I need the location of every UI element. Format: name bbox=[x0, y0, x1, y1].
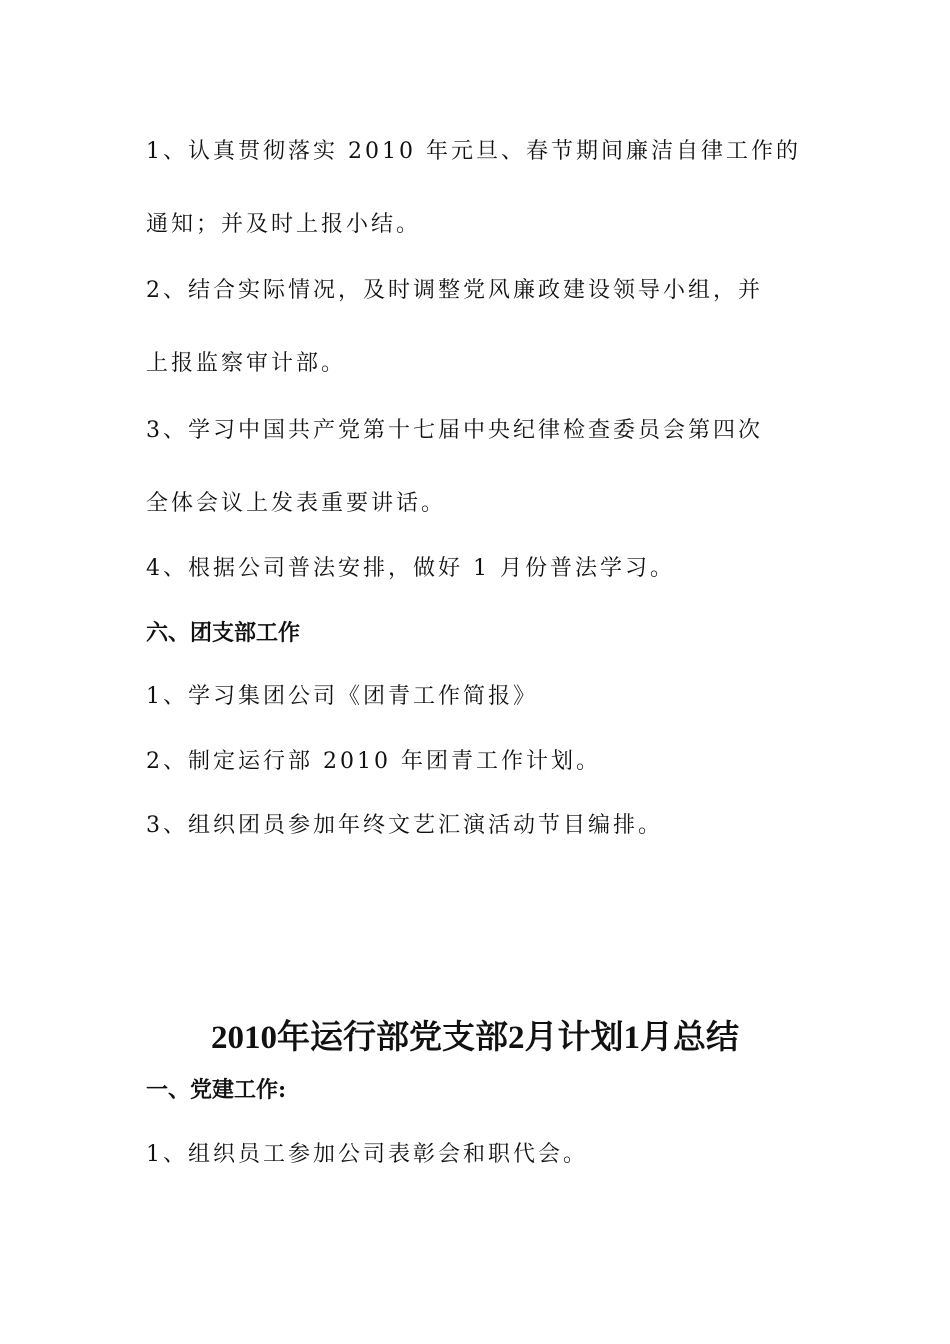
list-item: 3、组织团员参加年终文艺汇演活动节目编排。 bbox=[146, 813, 663, 838]
text-line: 通知；并及时上报小结。 bbox=[146, 212, 422, 237]
text-line: 4、根据公司普法安排，做好 1 月份普法学习。 bbox=[146, 556, 675, 581]
text-line: 上报监察审计部。 bbox=[146, 351, 347, 376]
text-line: 2、结合实际情况，及时调整党风廉政建设领导小组，并 bbox=[146, 278, 763, 303]
text-line: 3、学习中国共产党第十七届中央纪律检查委员会第四次 bbox=[146, 418, 763, 443]
section-heading: 一、党建工作: bbox=[146, 1077, 287, 1103]
section-heading: 六、团支部工作 bbox=[146, 620, 301, 646]
document-title: 2010年运行部党支部2月计划1月总结 bbox=[211, 1020, 739, 1056]
text-line: 1、认真贯彻落实 2010 年元旦、春节期间廉洁自律工作的 bbox=[146, 139, 801, 164]
text-line: 全体会议上发表重要讲话。 bbox=[146, 491, 447, 516]
list-item: 1、组织员工参加公司表彰会和职代会。 bbox=[146, 1142, 588, 1167]
list-item: 2、制定运行部 2010 年团青工作计划。 bbox=[146, 749, 601, 774]
list-item: 1、学习集团公司《团青工作简报》 bbox=[146, 684, 538, 709]
